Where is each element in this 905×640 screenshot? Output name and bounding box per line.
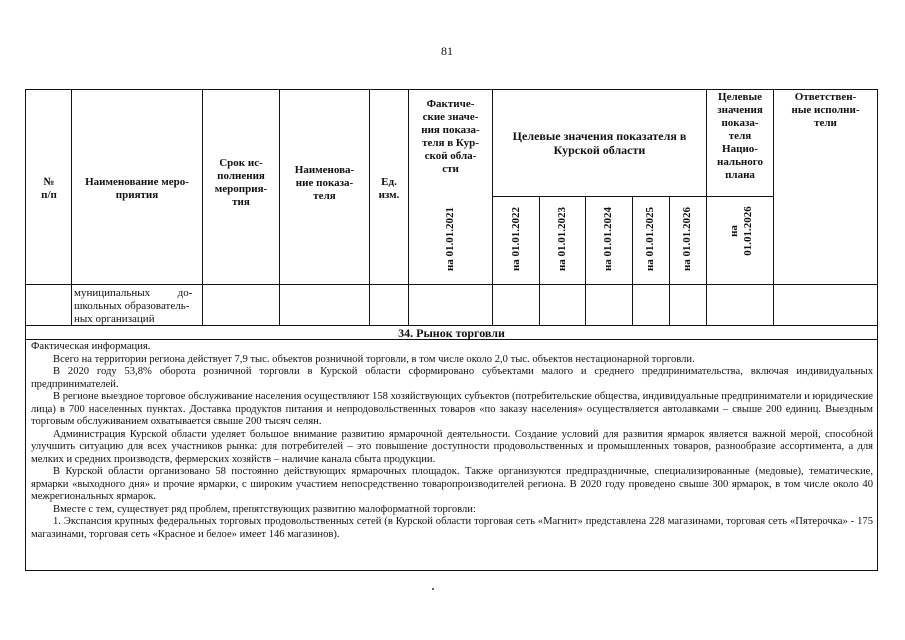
measures-table: [25, 89, 878, 571]
header-date-2025: на 01.01.2025: [644, 206, 656, 272]
continued-measure-line-2: школьных образователь-: [74, 300, 190, 312]
header-date-2024: на 01.01.2024: [602, 206, 614, 272]
paragraph: Фактическая информация.: [31, 341, 151, 352]
header-indicator-name: Наименова- ние показа- теля: [294, 164, 355, 202]
header-date-2022: на 01.01.2022: [510, 206, 522, 272]
header-actual-values: Фактиче- ские значе- ния показа- теля в Кур- ской обла- сти: [421, 98, 480, 175]
header-date-national-1: на: [728, 225, 740, 237]
header-date-actual: на 01.01.2021: [444, 206, 456, 272]
header-date-2026: на 01.01.2026: [681, 206, 693, 272]
header-target-national: Целевые значения показа- теля Нацио- нального плана: [717, 91, 763, 181]
header-target-kursk: Целевые значения показателя в Курской области: [512, 129, 687, 157]
paragraph: Всего на территории региона действует 7,9 тыс. объектов розничной торговли, в том числе около 2,0 тыс. объектов нестационарной торговли.: [53, 353, 695, 365]
paragraph: В Курской области организовано 58 постоянно действующих ярмарочных площадок. Также организуются предпраздничные, специализированные (медовые), тематические, ярмарки «выходного дня» и прочие ярмарки, с широким участием непосредственно товаропроизводителей региона. В 2020 году проведено свыше 300 ярмарок, в том числе около 40 межрегиональных ярмарок.: [31, 466, 873, 502]
paragraph: В регионе выездное торговое обслуживание населения осуществляют 158 хозяйствующих субъектов (потребительские общества, индивидуальные предприниматели и юридические лица) в 700 населенных пунктах. Доставка продуктов питания и непродовольственных товаров «по заказу населения» осуществляется автолавками – свыше 200 единиц. Выездным торговым обслуживанием охватывается свыше 200 тысяч селян.: [31, 391, 873, 427]
continued-measure-line-3: ных организаций: [74, 313, 155, 325]
header-deadline: Срок ис- полнения мероприя- тия: [214, 157, 268, 208]
scan-speck: [432, 588, 434, 590]
page-number: 81: [441, 44, 453, 58]
paragraph: 1. Экспансия крупных федеральных торговых продовольственных сетей (в Курской области торговая сеть «Магнит» представлена 228 магазинами, торговая сеть «Пятерочка» - 175 магазинами, торговая сеть «Красное и белое» имеет 146 магазинов).: [31, 516, 873, 540]
paragraph: Администрация Курской области уделяет большое внимание развитию ярмарочной деятельности. Создание условий для развития ярмарок является важной мерой, способной улучшить ситуацию для всех участников рынка: для потребителей – это повышение доступности продовольственных и промышленных товаров, разнообразие ассортимента, а для мелких и средних производств, фермерских хозяйств – наличие канала сбыта продукции.: [31, 428, 873, 465]
header-date-2023: на 01.01.2023: [556, 206, 568, 272]
header-date-national-2: 01.01.2026: [742, 206, 754, 256]
section-title: 34. Рынок торговли: [398, 326, 505, 340]
paragraph: В 2020 году 53,8% оборота розничной торговли в Курской области сформировано субъектами малого и среднего предпринимательства, включая индивидуальных предпринимателей.: [31, 366, 873, 390]
header-responsible: Ответствен- ные исполни- тели: [791, 91, 860, 129]
continued-measure-line-1: муниципальных до-: [74, 287, 193, 299]
paragraph: Вместе с тем, существует ряд проблем, препятствующих развитию малоформатной торговли:: [53, 503, 476, 515]
section-body: [31, 341, 873, 541]
header-measure-name: Наименование меро- приятия: [85, 176, 189, 201]
header-unit: Ед. изм.: [378, 176, 400, 201]
header-number: № п/п: [41, 176, 57, 201]
